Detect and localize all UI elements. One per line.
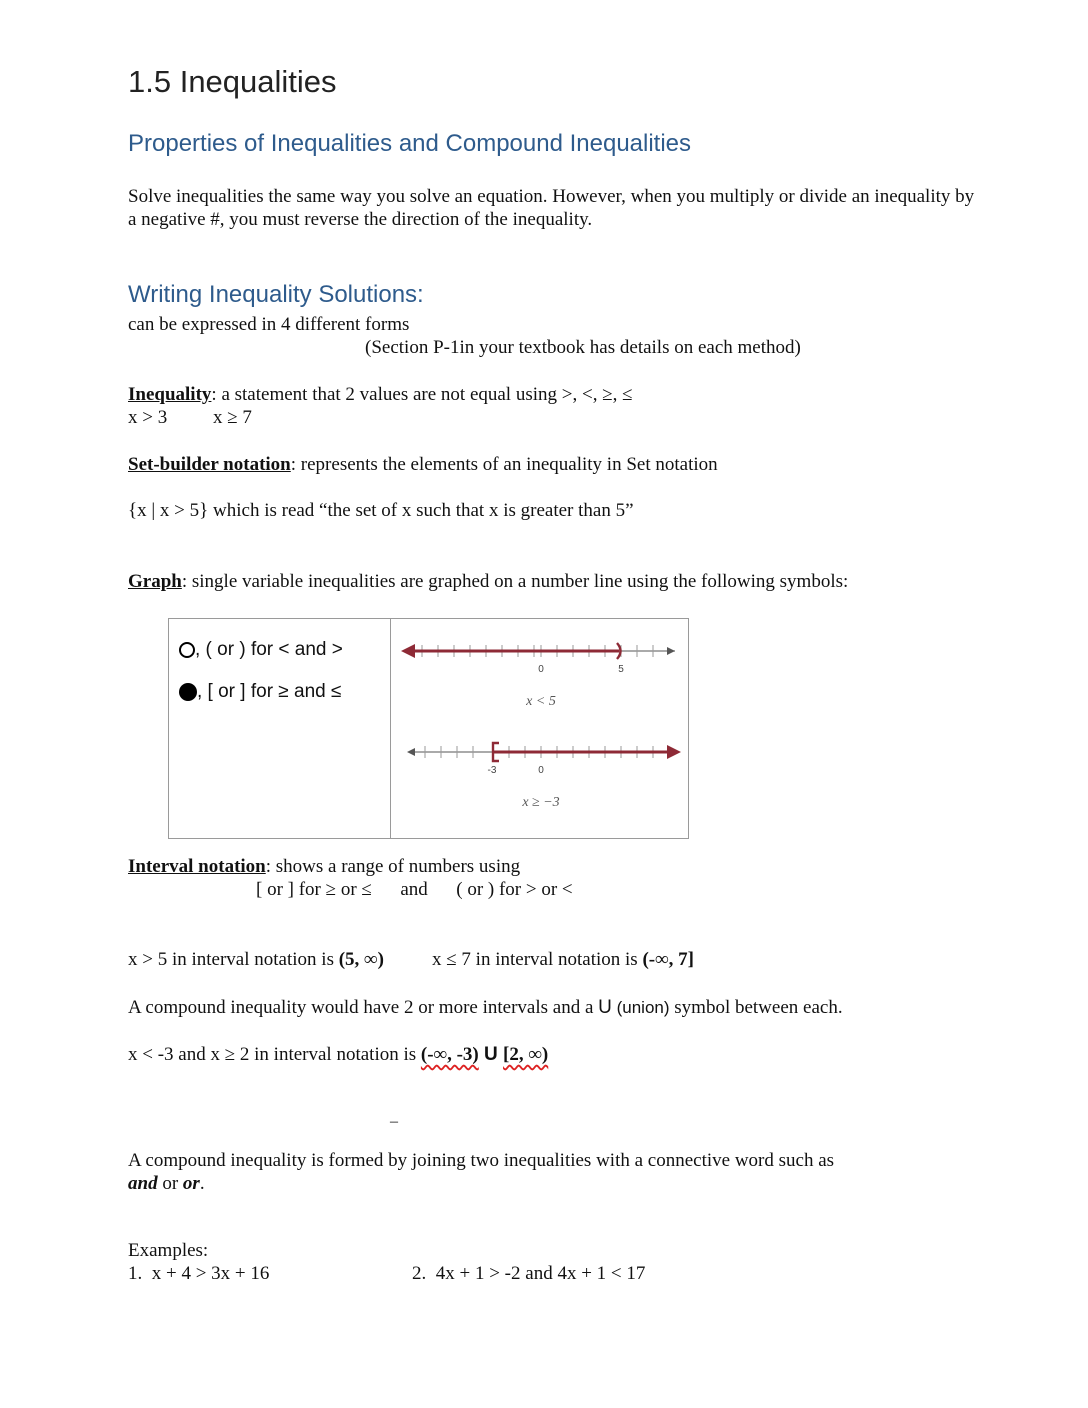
- graph-definition-text: : single variable inequalities are graphed on a number line using the following symbols:: [181, 571, 849, 592]
- compound-union-text-2: symbol between each.: [669, 997, 843, 1018]
- connective-or-word: or: [157, 1173, 183, 1194]
- page-title: 1.5 Inequalities: [128, 64, 337, 99]
- section-heading-properties: Properties of Inequalities and Compound Inequalities: [128, 130, 692, 157]
- union-symbol: U: [598, 997, 612, 1018]
- graph-definition: [128, 570, 848, 593]
- section-heading-writing: Writing Inequality Solutions:: [128, 281, 424, 308]
- closed-circle-icon: [179, 683, 197, 701]
- number-lines-cell: [391, 619, 689, 839]
- interval-example-2: [432, 948, 694, 971]
- intro-line-2: a negative #, you must reverse the direction of the inequality.: [128, 209, 593, 230]
- number-line-x-lt-5: [401, 643, 675, 709]
- interval-symbols: [ or ] for ≥ or ≤ and ( or ) for > or <: [256, 879, 573, 900]
- legend-open-row: [179, 639, 343, 661]
- interval-definition: [128, 855, 520, 878]
- caption-line-1: x < 5: [526, 694, 556, 709]
- tick-label-5-line-1: 5: [618, 664, 624, 675]
- tick-label-0-line-2: 0: [538, 765, 544, 776]
- interval-example-2-value: (-∞, 7]: [642, 949, 694, 970]
- legend-open-text: , ( or ) for < and >: [195, 639, 343, 660]
- example-2: 2. 4x + 1 > -2 and 4x + 1 < 17: [412, 1263, 646, 1284]
- set-builder-definition-text: : represents the elements of an inequality in Set notation: [290, 454, 718, 475]
- set-builder-definition: [128, 453, 718, 476]
- axis-arrow-right-1: [667, 647, 675, 655]
- interval-example-1: [128, 948, 384, 971]
- example-1: 1. x + 4 > 3x + 16: [128, 1263, 270, 1284]
- forms-line-2: (Section P-1in your textbook has details on each method): [365, 337, 801, 358]
- inequality-term: Inequality: [128, 384, 212, 405]
- legend-closed-text: , [ or ] for ≥ and ≤: [197, 681, 342, 702]
- solution-arrow-right-2: [667, 745, 681, 759]
- tick-label-0-line-1: 0: [538, 664, 544, 675]
- number-lines-figure: [391, 619, 689, 838]
- symbol-legend-cell: [169, 619, 391, 839]
- union-word: (union): [611, 998, 670, 1017]
- inequality-definition: [128, 383, 633, 406]
- interval-example-1-text: x > 5 in interval notation is: [128, 949, 339, 970]
- inequality-example-1: x > 3: [128, 407, 168, 428]
- number-line-x-ge-neg3: [407, 743, 681, 810]
- legend-closed-row: [179, 681, 341, 703]
- intro-line-1: Solve inequalities the same way you solve an equation. However, when you multiply or divide an inequality by: [128, 186, 975, 207]
- interval-definition-text: : shows a range of numbers using: [265, 856, 521, 877]
- compound-union-line: [128, 996, 843, 1019]
- stray-dash: –: [390, 1113, 398, 1130]
- set-builder-example: {x | x > 5} which is read “the set of x such that x is greater than 5”: [128, 500, 634, 521]
- inequality-definition-text: : a statement that 2 values are not equal using >, <, ≥, ≤: [211, 384, 633, 405]
- compound-example: [128, 1043, 548, 1066]
- connective-and: and: [128, 1173, 158, 1194]
- compound-definition-line-2: [128, 1172, 205, 1195]
- interval-term: Interval notation: [128, 856, 266, 877]
- axis-arrow-left-2: [407, 748, 415, 756]
- connective-or: or: [182, 1173, 200, 1194]
- tick-label-neg3-line-2: -3: [487, 765, 497, 776]
- open-circle-icon: [179, 642, 195, 658]
- caption-line-2: x ≥ −3: [522, 795, 560, 810]
- interval-example-2-text: x ≤ 7 in interval notation is: [432, 949, 643, 970]
- definition-period: .: [199, 1173, 205, 1194]
- graph-term: Graph: [128, 571, 182, 592]
- inequality-example-2: x ≥ 7: [213, 407, 252, 428]
- set-builder-term: Set-builder notation: [128, 454, 291, 475]
- compound-union-text-1: A compound inequality would have 2 or more intervals and a: [128, 997, 599, 1018]
- compound-union-symbol: U: [478, 1044, 504, 1065]
- forms-line-1: can be expressed in 4 different forms: [128, 314, 410, 335]
- compound-interval-1: (-∞, -3): [420, 1044, 479, 1065]
- examples-heading: Examples:: [128, 1240, 209, 1261]
- compound-interval-2: [2, ∞): [503, 1044, 549, 1065]
- graph-symbols-table: [168, 618, 689, 839]
- solution-arrow-left-1: [401, 644, 415, 658]
- interval-example-1-value: (5, ∞): [338, 949, 384, 970]
- compound-example-text: x < -3 and x ≥ 2 in interval notation is: [128, 1044, 421, 1065]
- compound-definition-line-1: A compound inequality is formed by joining two inequalities with a connective word such as: [128, 1150, 835, 1171]
